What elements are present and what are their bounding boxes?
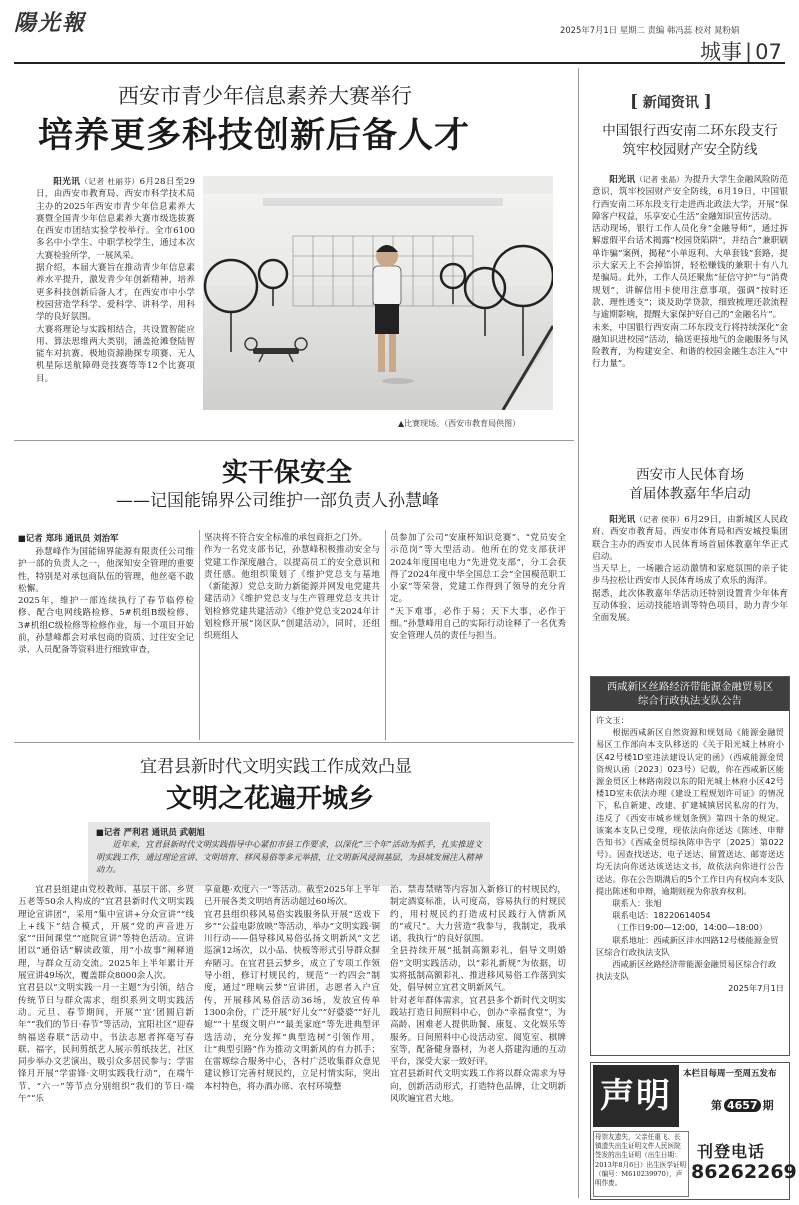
sidebar-a1-content: 为提升大学生金融风险防范意识，筑牢校园财产安全防线，6月19日，中国银行西安南二环东段支行走进西北政法大学，开展“保障客户权益，乐享安心生活”金融知识宣传活动。 活动现场，银行工作人员化身“金融导师”，通过拆解虚假平台话术揭露“校园贷陷阱”，并结合“兼职刷单诈骗”案例，揭秘“小单返利、大单套钱”套路，提示大家天上不会掉馅饼，轻松赚钱的兼职十有八九是骗局。此外，工作人员还聚焦“征信守护”与“消费规划”，讲解信用卡使用注意事项，强调“按时还款、理性透支”；谈及助学贷款，细致梳理还款流程与逾期影响，提醒大家保护好自己的“金融名片”。 未来，中国银行西安南二环东段支行将持续深化“金融知识进校园”活动，输送更接地气的金融服务与风险教育，为构建安全、和谐的校园金融生态注入“中行力量”。 [592,175,788,370]
notice-box [590,676,790,1056]
story2-col2 [204,532,380,643]
sidebar-divider [578,68,579,1198]
story1-headline: 培养更多科技创新后备人才 [38,116,471,156]
story1-reporter: （记者 杜丽芬） [80,177,140,186]
story3-col1-text: 宜君县组建由党校教师、基层干部、乡贤五老等50余人构成的“宜君县新时代文明实践理论宣讲团”，采用“集中宣讲+分众宣讲”“线上+线下”结合模式，开展“党的声音进万家”“田间课堂”“庭院宣讲”等特色活动。宣讲团以“通俗话”解读政策，用“小故事”阐释道理，与群众互动交流。2025年上半年累计开展宣讲49场次，覆盖群众8000余人次。 宜君县以“文明实践一月一主题”为引领，结合传统节日与群众需求，组织系列文明实践活动。元旦、春节期间，开展“‘宜’团圆启新年”“我们的节日·春节”等活动，宜阳社区“迎春纳福送春联”活动中，书法志愿者挥毫写春联、福字，民间剪纸艺人展示剪纸技艺，社区同步举办文艺演出，吸引众多居民参与；学雷锋月开展“学雷锋·文明实践我行动”，在端午节、“六一”等节点分别组织“我们的节日·端午”“乐 [18,885,194,1105]
story3-lead-box [88,822,490,886]
ad-big-title: 声明 [593,1065,679,1127]
sidebar-a1-reporter: （记者 张晶） [635,175,684,184]
ad-phone-label: 刊登电话 [697,1142,766,1161]
masthead-rule [14,62,785,64]
story3-top-rule [14,742,574,743]
masthead-logo: 陽光報 [14,10,87,36]
story1-kicker: 西安市青少年信息素养大赛举行 [118,84,412,108]
story1-byline: 阳光讯 [53,177,81,187]
notice-contact: 联系人：张旭 [612,898,662,909]
story2-col2-text: 坚决将不符合安全标准的承包商拒之门外。 作为一名党支部书记，孙慧峰积极推动安全与党建工作深度融合，以提高员工的安全意识和责任感。他组织策划了《维护党总支与基地（新能源）党总支助力新能源并网发电党建共建活动》《维护党总支与生产管理党总支共计划检修党建共建活动》《维护党总支2024年计划检修开展“岗区队”创建活动》，同时，还组织班组人 [204,533,380,642]
sidebar-a2-text [592,514,788,625]
notice-phone: 联系电话：18220614054 [612,910,711,921]
sidebar-tag-label: 新闻资讯 [642,95,699,111]
notice-body: 根据西咸新区自然资源和规划局《能源金融贸易区工作部向本支队移送的《关于阳光城上林府小区42号楼1D室违法建设认定的函》（西咸能源金贸资规认函〔2023〕023号）记载，你在西咸新区能源金贸区上林路南段以东的阳光城上林府小区42号楼1D室未依法办理《建设工程规划许可证》的情况下，私自新建、改建、扩建城镇居民私房的行为，违反了《西安市城乡规划条例》第四十条的规定。该案本支队已受理，现依法向你送达《陈述、申辩告知书》《西咸金贸综执陈申告字〔2025〕第022号》。因查找送达、电子送达、留置送达、邮寄送达均无法向你送达该送达文书，故依法向你进行公告送达。你在公告期满后的5个工作日内有权向本支队提出陈述和申辩，逾期则视为你放弃权利。 [596,727,784,896]
sidebar-a2-byline: 阳光讯 [609,515,636,525]
ad-phone-number: 86262269 [691,1161,797,1183]
sidebar-a1-body [592,174,788,371]
story2-col3 [390,532,566,643]
sidebar-tag: [ 新闻资讯 ] [630,92,712,112]
sidebar-a2-content: 6月29日，由新城区人民政府、西安市教育局、西安市体育局和西安城投集团联合主办的西安市人民体育场首届体教嘉年华正式启动。 当天早上，一场融合运动激情和家庭氛围的亲子徒步马拉松让西安市人民体育场成了欢乐的海洋。 据悉，此次体教嘉年华活动还特别设置青少年体育互动体验、运动技能培训等特色项目，助力青少年全面发展。 [592,515,788,624]
story3-reporters: ■记者 严利君 通讯员 武朝旭 [96,827,205,837]
story2-sep2 [385,530,386,740]
ad-lost-notice: 母崇友遗失，父亲任重飞、长镇遗失出生证明文件人民医院签发的出生证明（出生日期：2013年8月6日）出生医学证明（编号：M610239970），声明作废。 [593,1131,689,1197]
story3-col1 [18,884,194,1105]
ad-issue [711,1097,774,1113]
notice-signer: 西咸新区丝路经济带能源金融贸易区综合行政执法支队 [596,959,777,982]
page-number: 07 [755,40,782,64]
story1-body [36,176,195,385]
story1-col1: 6月28日至29日，由西安市教育局、西安市科学技术局主办的2025年西安市青少年信息素养大赛暨全国青少年信息素养大赛市级选拔赛在西安市团结实验学校举行。全市6100多名中小学生、中职学校学生，通过本次大赛检验所学，一展风采。 据介绍，本届大赛旨在推动青少年信息素养水平提升，激发青少年创新精神，培养更多科技创新后备人才，在西安市中小学校园营造学科学、爱科学、讲科学、用科学的良好氛围。 大赛将理论与实践相结合，共设置智能应用、算法思维两大类别，涵盖抢滩登陆智能车对抗赛、极地资源勘探专项赛、无人机星际送航障碍竞技赛等等12个比赛项目。 [36,177,195,384]
story2-col1 [18,546,194,657]
notice-date: 2025年7月1日 [728,983,784,994]
story2-headline: 实干保安全 [222,458,353,488]
story1-text [36,176,195,385]
story3-lead: 近年来，宜君县新时代文明实践指导中心紧扣市县工作要求，以深化“三个年”活动为抓手，扎实推进文明实践工作，通过理论宣讲、文明培育、移风易俗等多元举措，让文明新风浸润基层，为县域发展注入精神动力。 [96,839,482,875]
competition-photo-illustration [203,176,553,410]
story1-caption: ▲比赛现场。（西安市教育局供图） [398,419,521,428]
story2-col1-text: 孙慧峰作为国能锦界能源有限责任公司维护一部的负责人之一，他深知安全管理的重要性，特别是对承包商队伍的管理，他丝毫不敢松懈。 2025年，维护一部连续执行了春节临停检修、配合电网线路检修、5#机组B级检修、3#机组C级检修等检修作业，每一个项目开始前，孙慧峰都会对承包商的资质、过往安全记录、人员配备等资料进行细致审查， [18,547,194,656]
notice-salute: 许文玉： [596,715,629,725]
story2-subhead: ——记国能锦界公司维护一部负责人孙慧峰 [116,491,439,511]
section-name: 城事 [700,40,742,64]
notice-header: 西咸新区丝路经济带能源金融贸易区 综合行政执法支队公告 [591,677,789,711]
section-title: 城事 | 07 [700,40,782,64]
story1-photo [203,176,553,410]
notice-address: 联系地址：西咸新区沣水四路12号楼能源金贸区综合行政执法支队 [596,934,779,957]
ad-issue-prefix: 第 [711,1099,722,1112]
story3-col3-text: 治、禁毒禁赌等内容加入新修订的村规民约，制定酒宴标准，认可度高，容易执行的村规民约，用村规民约打造成村民践行入情新风的“戒尺”。大力营造“我参与，我制定，我承诺，我执行”的良好氛围。 全县持续开展“抵制高额彩礼，倡导文明婚俗”文明实践活动，以“彩礼新规”为依据，切实将抵制高额彩礼、推进移风易俗工作落到实处，倡导树立宜君文明新风气。 针对老年群体需求，宜君县多个新时代文明实践站打造日间照料中心，创办“幸福食堂”，为高龄、困难老人提供助餐、康复、文化娱乐等服务。日间照料中心设活动室、阅览室、棋牌室等，配备健身器材，为老人搭建沟通的互动平台，深受大家一致好评。 宜君县新时代文明实践工作将以群众需求为导向，创新活动形式，打造特色品牌，让文明新风吹遍宜君大地。 [390,885,566,1105]
declaration-ad [590,1062,797,1200]
ad-issue-number: 4657 [724,1099,761,1112]
story2-reporters: ■记者 郑玮 通讯员 刘治军 [18,533,119,543]
story3-col2 [204,884,380,1093]
notice-hours: （工作日9:00—12:00，14:00—18:00） [612,922,768,933]
ad-issue-suffix: 期 [762,1099,774,1112]
sidebar-a2-title: 西安市人民体育场 首届体教嘉年华启动 [629,467,751,502]
sidebar-a1-text [592,174,788,371]
story3-kicker: 宜君县新时代文明实践工作成效凸显 [140,757,412,777]
story3-col3 [390,884,566,1105]
sidebar-a1-title: 中国银行西安南二环东段支行 筑牢校园财产安全防线 [602,123,778,158]
sidebar-a1-byline: 阳光讯 [609,175,636,185]
ad-slogan: 本栏目每周一至周五发布 [683,1069,777,1079]
sidebar-a2-reporter: （记者 侯菲） [635,515,685,524]
story3-col2-text: 享童趣·欢度六一”等活动。截至2025年上半年已开展各类文明培育活动超过60场次。 宜君县组织移风易俗实践服务队开展“送戏下乡”“公益电影放映”等活动，举办“文明实践·铜川行动——倡导移风易俗弘扬文明新风”文艺巡演12场次，以小品、快板等形式引导群众摒弃陋习。在宜君县云梦乡，成立了专项工作领导小组，修订村规民约，规范“一约四会”制度，通过“理响云梦”宣讲团，志愿者入户宣传，开展移风易俗活动36场，发放宣传单1300余份，广泛开展“好儿女”“好婆婆”“好儿媳”“十星级文明户”“最美家庭”等先进典型评选活动，充分发挥“典型选树”引领作用，让“典型引路”作为推动文明新风的有力抓手；在雷塬综合服务中心，各村广泛收集群众意见建议修订完善村规民约，立足村情实际，突出本村特色，将办酒办席、农村环境整 [204,885,380,1092]
sidebar-a2-body [592,514,788,625]
dateline: 2025年7月1日 星期二 责编 韩冯蕊 校对 晁粉娟 [560,25,740,35]
story2-sep1 [199,530,200,740]
story3-headline: 文明之花遍开城乡 [166,784,375,814]
story2-top-rule [14,440,574,441]
story2-col3-text: 员参加了公司“安康杯知识竞赛”、“党员安全示范岗”等大型活动。他所在的党支部获评2024年度国电电力“先进党支部”，分工会获得了2024年度中华全国总工会“全国模范职工小家”等荣誉，党建工作得到了领导的充分肯定。 “天下难事，必作于易；天下大事，必作于细。”孙慧峰用自己的实际行动诠释了一名优秀安全管理人员的责任与担当。 [390,533,566,642]
